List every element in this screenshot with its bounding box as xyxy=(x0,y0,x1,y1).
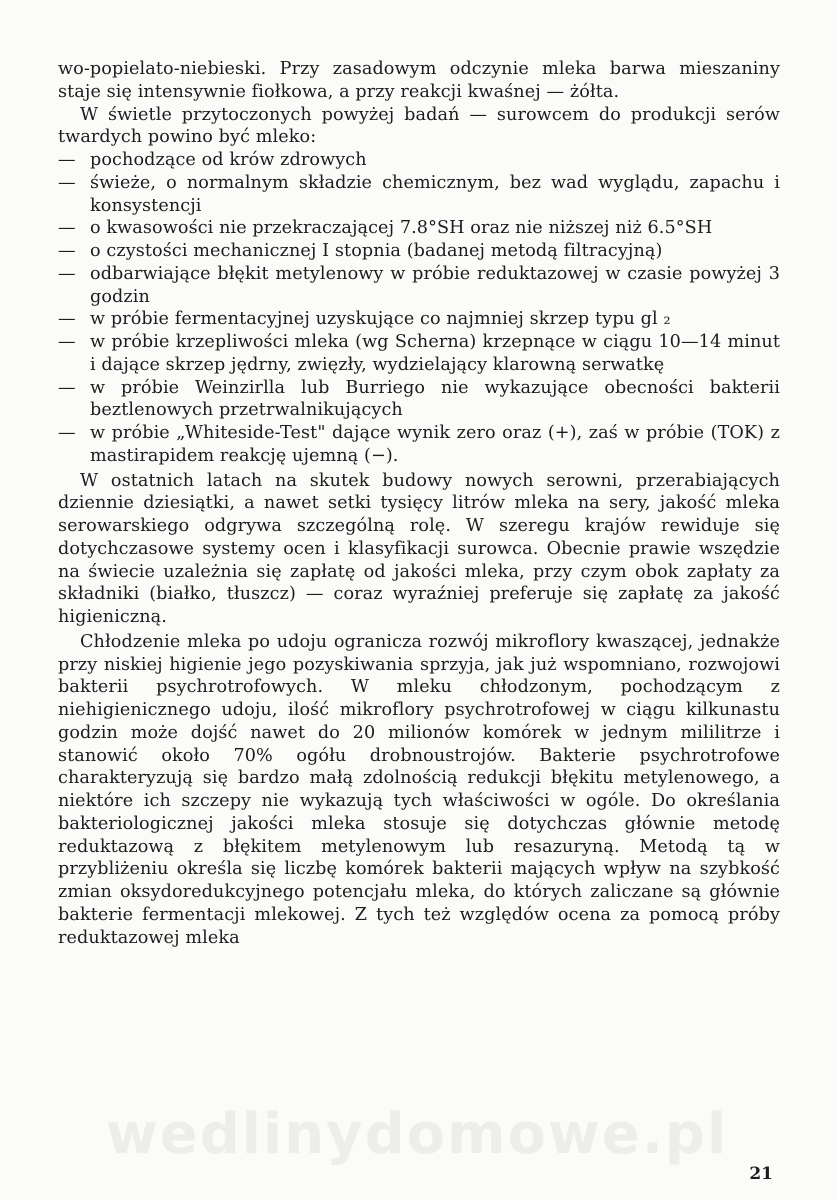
dash-marker: — xyxy=(58,263,76,284)
list-item-text: odbarwiające błękit metylenowy w próbie reduktazowej w czasie powyżej 3 godzin xyxy=(90,263,780,307)
list-item xyxy=(58,331,780,377)
paragraph-milk-cooling: Chłodzenie mleka po udoju ogranicza rozwój mikroflory kwaszącej, jednakże przy niskiej higienie jego pozyskiwania sprzyja, jak już wspomniano, rozwojowi bakterii psychrotrofowych. W mleku chłodzonym, pochodzącym z niehigienicznego udoju, ilość mikroflory psychrotrofowej w ciągu kilkunastu godzin może dojść nawet do 20 milionów komórek w jednym mililitrze i stanowić około 70% ogółu drobnoustrojów. Bakterie psychrotrofowe charakteryzują się bardzo małą zdolnością redukcji błękitu metylenowego, a niektóre ich szczepy nie wykazują tych właściwości w ogóle. Do określania bakteriologicznej jakości mleka stosuje się dotychczas głównie metodę reduktazową z błękitem metylenowym lub resazuryną. Metodą tą w przybliżeniu określa się liczbę komórek bakterii mających wpływ na szybkość zmian oksydoredukcyjnego potencjału mleka, do których zaliczane są głównie bakterie fermentacji mlekowej. Z tych też względów ocena za pomocą próby reduktazowej mleka xyxy=(58,631,780,948)
list-item-text: w próbie „Whiteside-Test" dające wynik zero oraz (+), zaś w próbie (TOK) z mastirapidem reakcję ujemną (−). xyxy=(90,423,780,466)
dash-marker: — xyxy=(58,241,76,261)
list-item xyxy=(58,422,780,468)
list-item-text: o czystości mechanicznej I stopnia (badanej metodą filtracyjną) xyxy=(90,241,663,261)
requirements-list xyxy=(58,149,780,468)
list-item-text: o kwasowości nie przekraczającej 7.8°SH oraz nie niższej niż 6.5°SH xyxy=(90,218,713,239)
list-item xyxy=(58,149,780,172)
dash-marker: — xyxy=(58,218,76,239)
list-item xyxy=(58,377,780,423)
list-item-text: pochodzące od krów zdrowych xyxy=(90,150,367,170)
dash-marker: — xyxy=(58,377,76,398)
dash-marker: — xyxy=(58,172,76,193)
page-number: 21 xyxy=(749,1164,773,1184)
paragraph-milk-quality: W ostatnich latach na skutek budowy nowych serowni, przerabiających dziennie dziesiątki, a nawet setki tysięcy litrów mleka na sery, jakość mleka serowarskiego odgrywa szczególną rolę. W szeregu krajów rewiduje się dotychczasowe systemy ocen i klasyfikacji surowca. Obecnie prawie wszędzie na świecie uzależnia się zapłatę od jakości mleka, przy czym obok zapłaty za składniki (białko, tłuszcz) — coraz wyraźniej preferuje się zapłatę za jakość higieniczną. xyxy=(58,470,780,627)
list-item xyxy=(58,263,780,309)
list-item xyxy=(58,308,780,331)
list-item-text: w próbie Weinzirlla lub Burriego nie wykazujące obecności bakterii beztlenowych przetrwalnikujących xyxy=(90,377,780,421)
watermark: wedlinydomowe.pl xyxy=(106,1102,729,1167)
list-item-text: w próbie fermentacyjnej uzyskujące co najmniej skrzep typu gl ₂ xyxy=(90,309,671,330)
paragraph-requirements-intro: W świetle przytoczonych powyżej badań — surowcem do produkcji serów twardych powino być mleko: xyxy=(58,104,780,148)
list-item-text: świeże, o normalnym składzie chemicznym, bez wad wyglądu, zapachu i konsystencji xyxy=(90,172,780,216)
list-item xyxy=(58,172,780,218)
dash-marker: — xyxy=(58,332,76,352)
list-item xyxy=(58,217,780,240)
body-text xyxy=(58,58,780,949)
dash-marker: — xyxy=(58,423,76,443)
paragraph-continued: wo-popielato-niebieski. Przy zasadowym odczynie mleka barwa mieszaniny staje się intensywnie fiołkowa, a przy reakcji kwaśnej — żółta. xyxy=(58,59,780,102)
list-item-text: w próbie krzepliwości mleka (wg Scherna) krzepnące w ciągu 10—14 minut i dające skrzep jędrny, zwięzły, wydzielający klarowną serwatkę xyxy=(90,332,780,375)
dash-marker: — xyxy=(58,150,76,170)
dash-marker: — xyxy=(58,309,76,330)
list-item xyxy=(58,240,780,263)
